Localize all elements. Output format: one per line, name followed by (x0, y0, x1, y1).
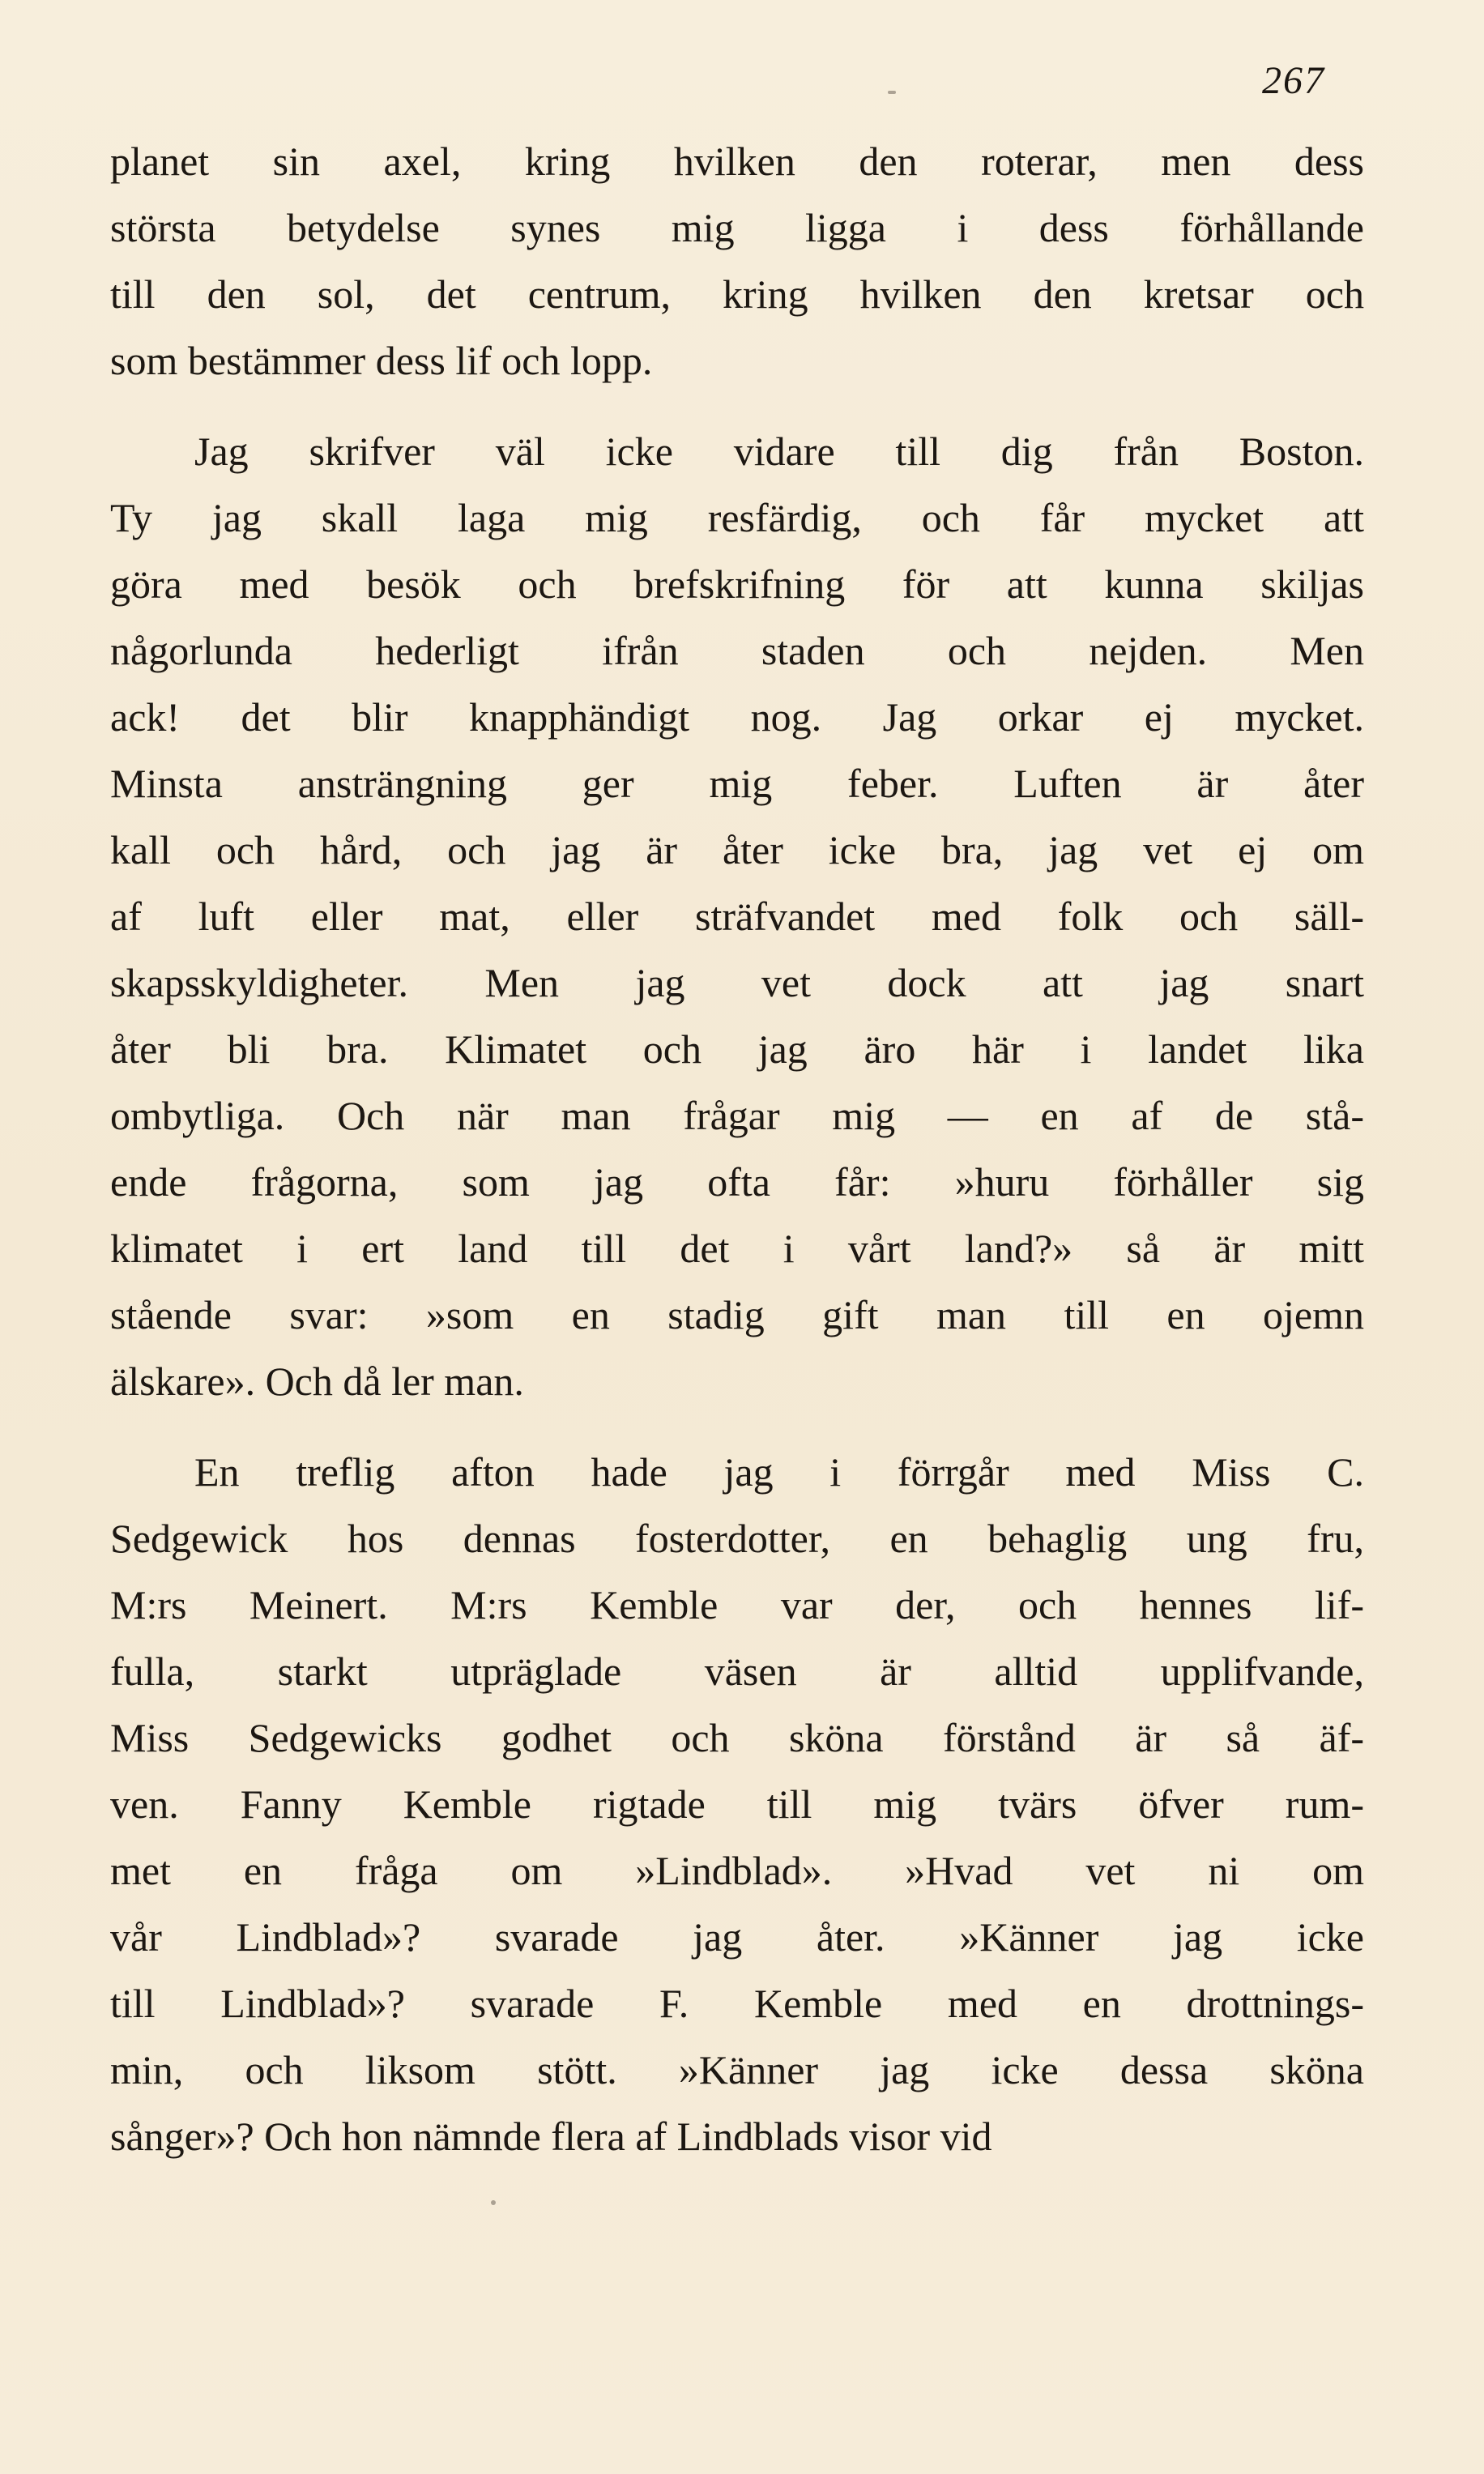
text-line: Minsta ansträngning ger mig feber. Luften är åter (110, 761, 1364, 806)
text-line: vår Lindblad»? svarade jag åter. »Känner jag icke (110, 1914, 1364, 1960)
text-line: till den sol, det centrum, kring hvilken den kretsar och (110, 271, 1364, 317)
paragraph (110, 128, 1364, 394)
ink-speck (491, 2200, 496, 2205)
text-line: största betydelse synes mig ligga i dess förhållande (110, 205, 1364, 250)
text-line: älskare». Och då ler man. (110, 1359, 524, 1404)
text-line: planet sin axel, kring hvilken den roterar, men dess (110, 139, 1364, 184)
text-line: till Lindblad»? svarade F. Kemble med en drottnings- (110, 1981, 1364, 2026)
text-line: ven. Fanny Kemble rigtade till mig tvärs öfver rum- (110, 1781, 1364, 1827)
body-text (110, 128, 1364, 2169)
text-line: M:rs Meinert. M:rs Kemble var der, och hennes lif- (110, 1582, 1364, 1627)
text-line: som bestämmer dess lif och lopp. (110, 338, 653, 383)
text-line: åter bli bra. Klimatet och jag äro här i landet lika (110, 1026, 1364, 1072)
text-line: af luft eller mat, eller sträfvandet med folk och säll- (110, 894, 1364, 939)
paragraph (110, 418, 1364, 1414)
text-line: skapsskyldigheter. Men jag vet dock att jag snart (110, 960, 1364, 1005)
text-line: ack! det blir knapphändigt nog. Jag orkar ej mycket. (110, 694, 1364, 740)
paragraph (110, 1439, 1364, 2169)
text-line: klimatet i ert land till det i vårt land?» så är mitt (110, 1226, 1364, 1271)
text-line: sånger»? Och hon nämnde flera af Lindblads visor vid (110, 2114, 992, 2159)
text-line: någorlunda hederligt ifrån staden och nejden. Men (110, 628, 1364, 673)
text-line: ende frågorna, som jag ofta får: »huru förhåller sig (110, 1159, 1364, 1205)
ink-speck (888, 91, 896, 94)
text-line: Sedgewick hos dennas fosterdotter, en behaglig ung fru, (110, 1516, 1364, 1561)
text-line: kall och hård, och jag är åter icke bra, jag vet ej om (110, 827, 1364, 872)
text-line: Ty jag skall laga mig resfärdig, och får mycket att (110, 495, 1364, 540)
text-line: fulla, starkt utpräglade väsen är alltid upplifvande, (110, 1649, 1364, 1694)
text-line: min, och liksom stött. »Känner jag icke dessa sköna (110, 2047, 1364, 2092)
text-line: Jag skrifver väl icke vidare till dig från Boston. (194, 429, 1364, 474)
text-line: ombytliga. Och när man frågar mig — en af de stå- (110, 1093, 1364, 1138)
page-number: 267 (1262, 59, 1325, 102)
text-line: En treflig afton hade jag i förrgår med Miss C. (194, 1449, 1364, 1495)
text-line: met en fråga om »Lindblad». »Hvad vet ni om (110, 1848, 1364, 1893)
text-line: stående svar: »som en stadig gift man till en ojemn (110, 1292, 1364, 1337)
text-line: Miss Sedgewicks godhet och sköna förstånd är så äf- (110, 1715, 1364, 1760)
text-line: göra med besök och brefskrifning för att kunna skiljas (110, 561, 1364, 607)
